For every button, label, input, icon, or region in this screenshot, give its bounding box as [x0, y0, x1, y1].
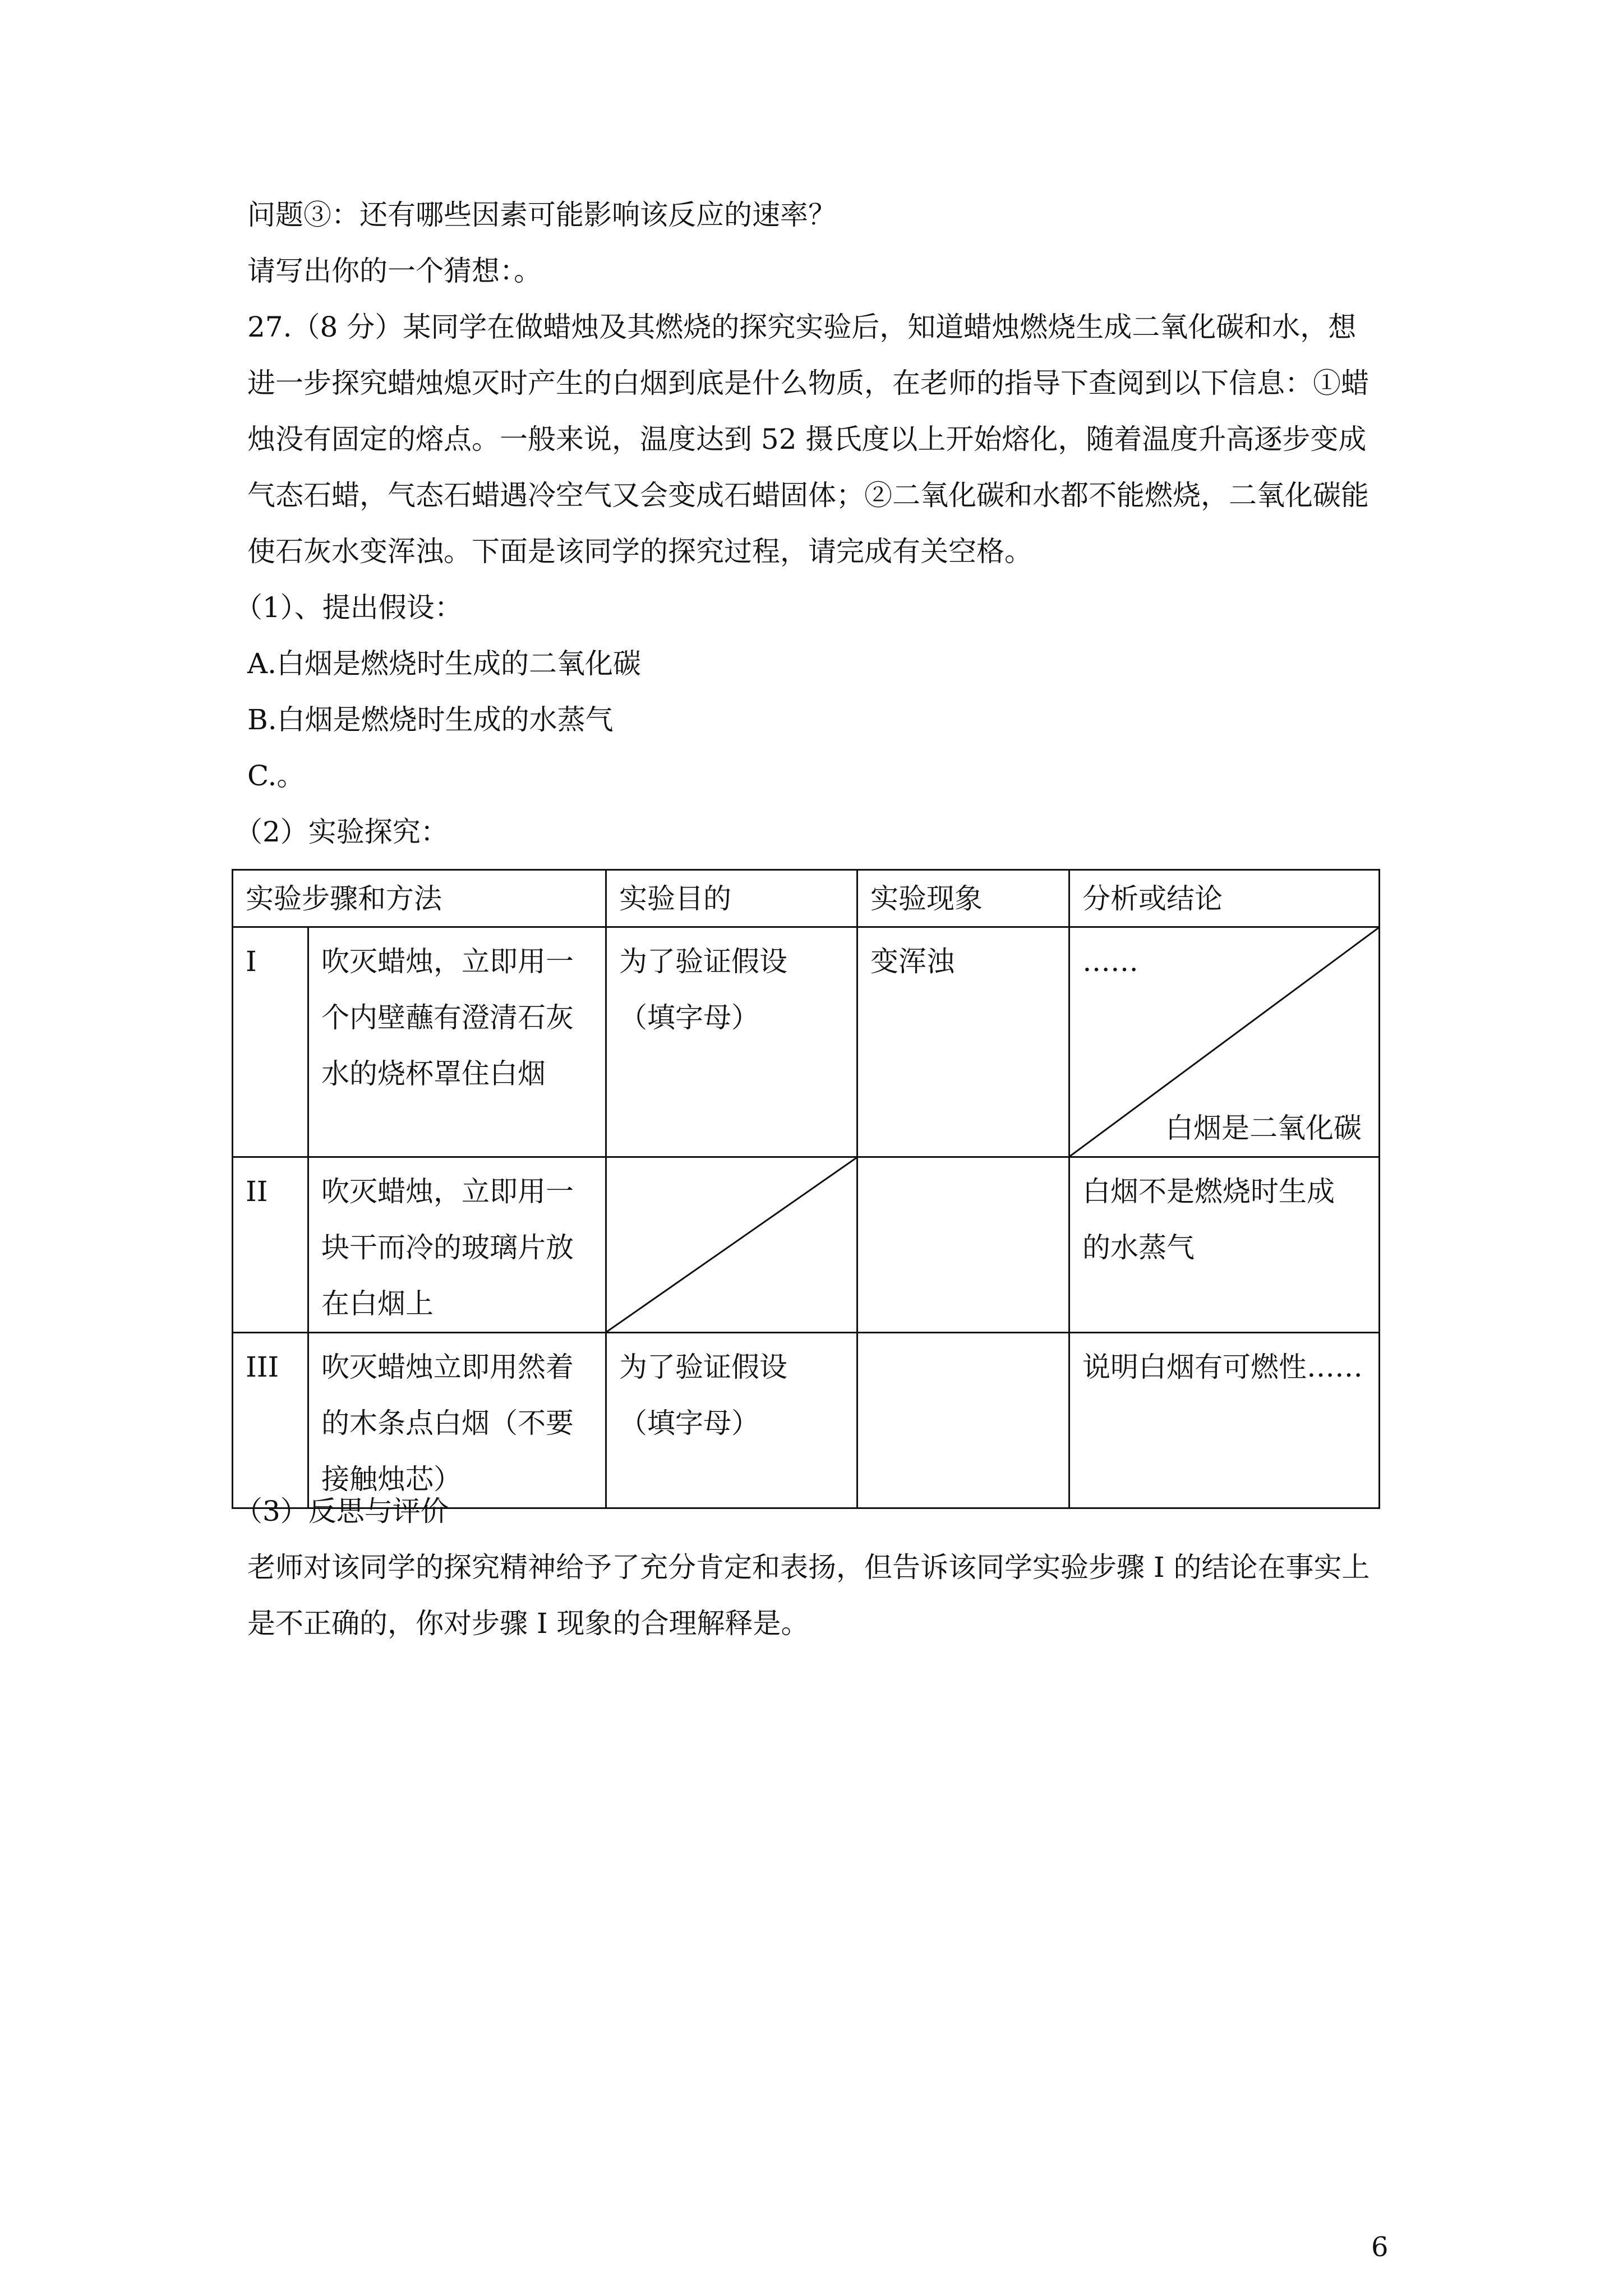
problem-line: 进一步探究蜡烛熄灭时产生的白烟到底是什么物质，在老师的指导下查阅到以下信息：①蜡	[247, 367, 1369, 399]
purpose-line: （填字母）	[619, 1407, 759, 1439]
row-number: II	[233, 1157, 308, 1333]
header-purpose: 实验目的	[606, 870, 857, 927]
purpose-line: 为了验证假设	[619, 945, 787, 978]
hypothesis-a: A.白烟是燃烧时生成的二氧化碳	[247, 647, 642, 680]
step-cell	[308, 1157, 606, 1333]
header-conclusion: 分析或结论	[1069, 870, 1380, 927]
purpose-cell	[606, 1157, 857, 1333]
conclusion-line: 的水蒸气	[1082, 1231, 1195, 1264]
hypothesis-heading: （1）、提出假设：	[234, 591, 463, 624]
experiment-table	[232, 869, 1380, 1509]
experiment-heading: （2）实验探究：	[234, 816, 449, 848]
step-line: 吹灭蜡烛，立即用一	[321, 945, 574, 978]
row-number: III	[233, 1333, 308, 1508]
problem-line: 气态石蜡，气态石蜡遇冷空气又会变成石蜡固体；②二氧化碳和水都不能燃烧，二氧化碳能	[247, 479, 1369, 512]
step-line: 的木条点白烟（不要	[321, 1407, 574, 1439]
phenomenon-cell	[857, 1157, 1069, 1333]
hypothesis-c: C.。	[247, 760, 305, 792]
step-line: 在白烟上	[321, 1287, 434, 1320]
step-line: 个内壁蘸有澄清石灰	[321, 1001, 574, 1034]
conclusion-ellipsis: ……	[1082, 945, 1138, 978]
conclusion-cell: 说明白烟有可燃性……	[1069, 1333, 1380, 1508]
step-line: 吹灭蜡烛，立即用一	[321, 1175, 574, 1208]
row-number: I	[233, 927, 308, 1157]
table-header-row	[233, 870, 1380, 927]
phenomenon-cell: 变浑浊	[857, 927, 1069, 1157]
question-3: 问题③：还有哪些因素可能影响该反应的速率？	[247, 199, 836, 231]
problem-line: 使石灰水变浑浊。下面是该同学的探究过程，请完成有关空格。	[247, 535, 1032, 568]
purpose-cell	[606, 1333, 857, 1508]
problem-line: 烛没有固定的熔点。一般来说，温度达到 52 摄氏度以上开始熔化，随着温度升高逐步变成	[247, 423, 1367, 455]
conclusion-cell	[1069, 1157, 1380, 1333]
table-row	[233, 927, 1380, 1157]
conclusion-text: 白烟是二氧化碳	[1165, 1112, 1362, 1144]
step-cell	[308, 1333, 606, 1508]
diagonal-line	[607, 1158, 856, 1332]
step-line: 吹灭蜡烛立即用然着	[321, 1351, 574, 1383]
step-line: 块干而冷的玻璃片放	[321, 1231, 574, 1264]
conclusion-line: 白烟不是燃烧时生成	[1082, 1175, 1335, 1208]
phenomenon-cell	[857, 1333, 1069, 1508]
conclusion-cell	[1069, 927, 1380, 1157]
table-row	[233, 1157, 1380, 1333]
step-line: 水的烧杯罩住白烟	[321, 1057, 546, 1090]
purpose-line: （填字母）	[619, 1001, 759, 1034]
reflection-line: 是不正确的，你对步骤 I 现象的合理解释是。	[247, 1607, 809, 1640]
table-row	[233, 1333, 1380, 1508]
header-phenomenon: 实验现象	[857, 870, 1069, 927]
guess-prompt: 请写出你的一个猜想：。	[247, 255, 542, 287]
step-line: 接触烛芯）	[321, 1463, 462, 1496]
purpose-line: 为了验证假设	[619, 1351, 787, 1383]
header-steps: 实验步骤和方法	[233, 870, 606, 927]
reflection-heading: （3）反思与评价	[234, 1495, 449, 1527]
problem-line: 27.（8 分）某同学在做蜡烛及其燃烧的探究实验后，知道蜡烛燃烧生成二氧化碳和水，想	[247, 311, 1357, 343]
reflection-line: 老师对该同学的探究精神给予了充分肯定和表扬，但告诉该同学实验步骤 I 的结论在事实上	[247, 1551, 1370, 1584]
step-cell	[308, 927, 606, 1157]
page-number: 6	[1371, 2231, 1389, 2263]
hypothesis-b: B.白烟是燃烧时生成的水蒸气	[247, 703, 614, 736]
purpose-cell	[606, 927, 857, 1157]
